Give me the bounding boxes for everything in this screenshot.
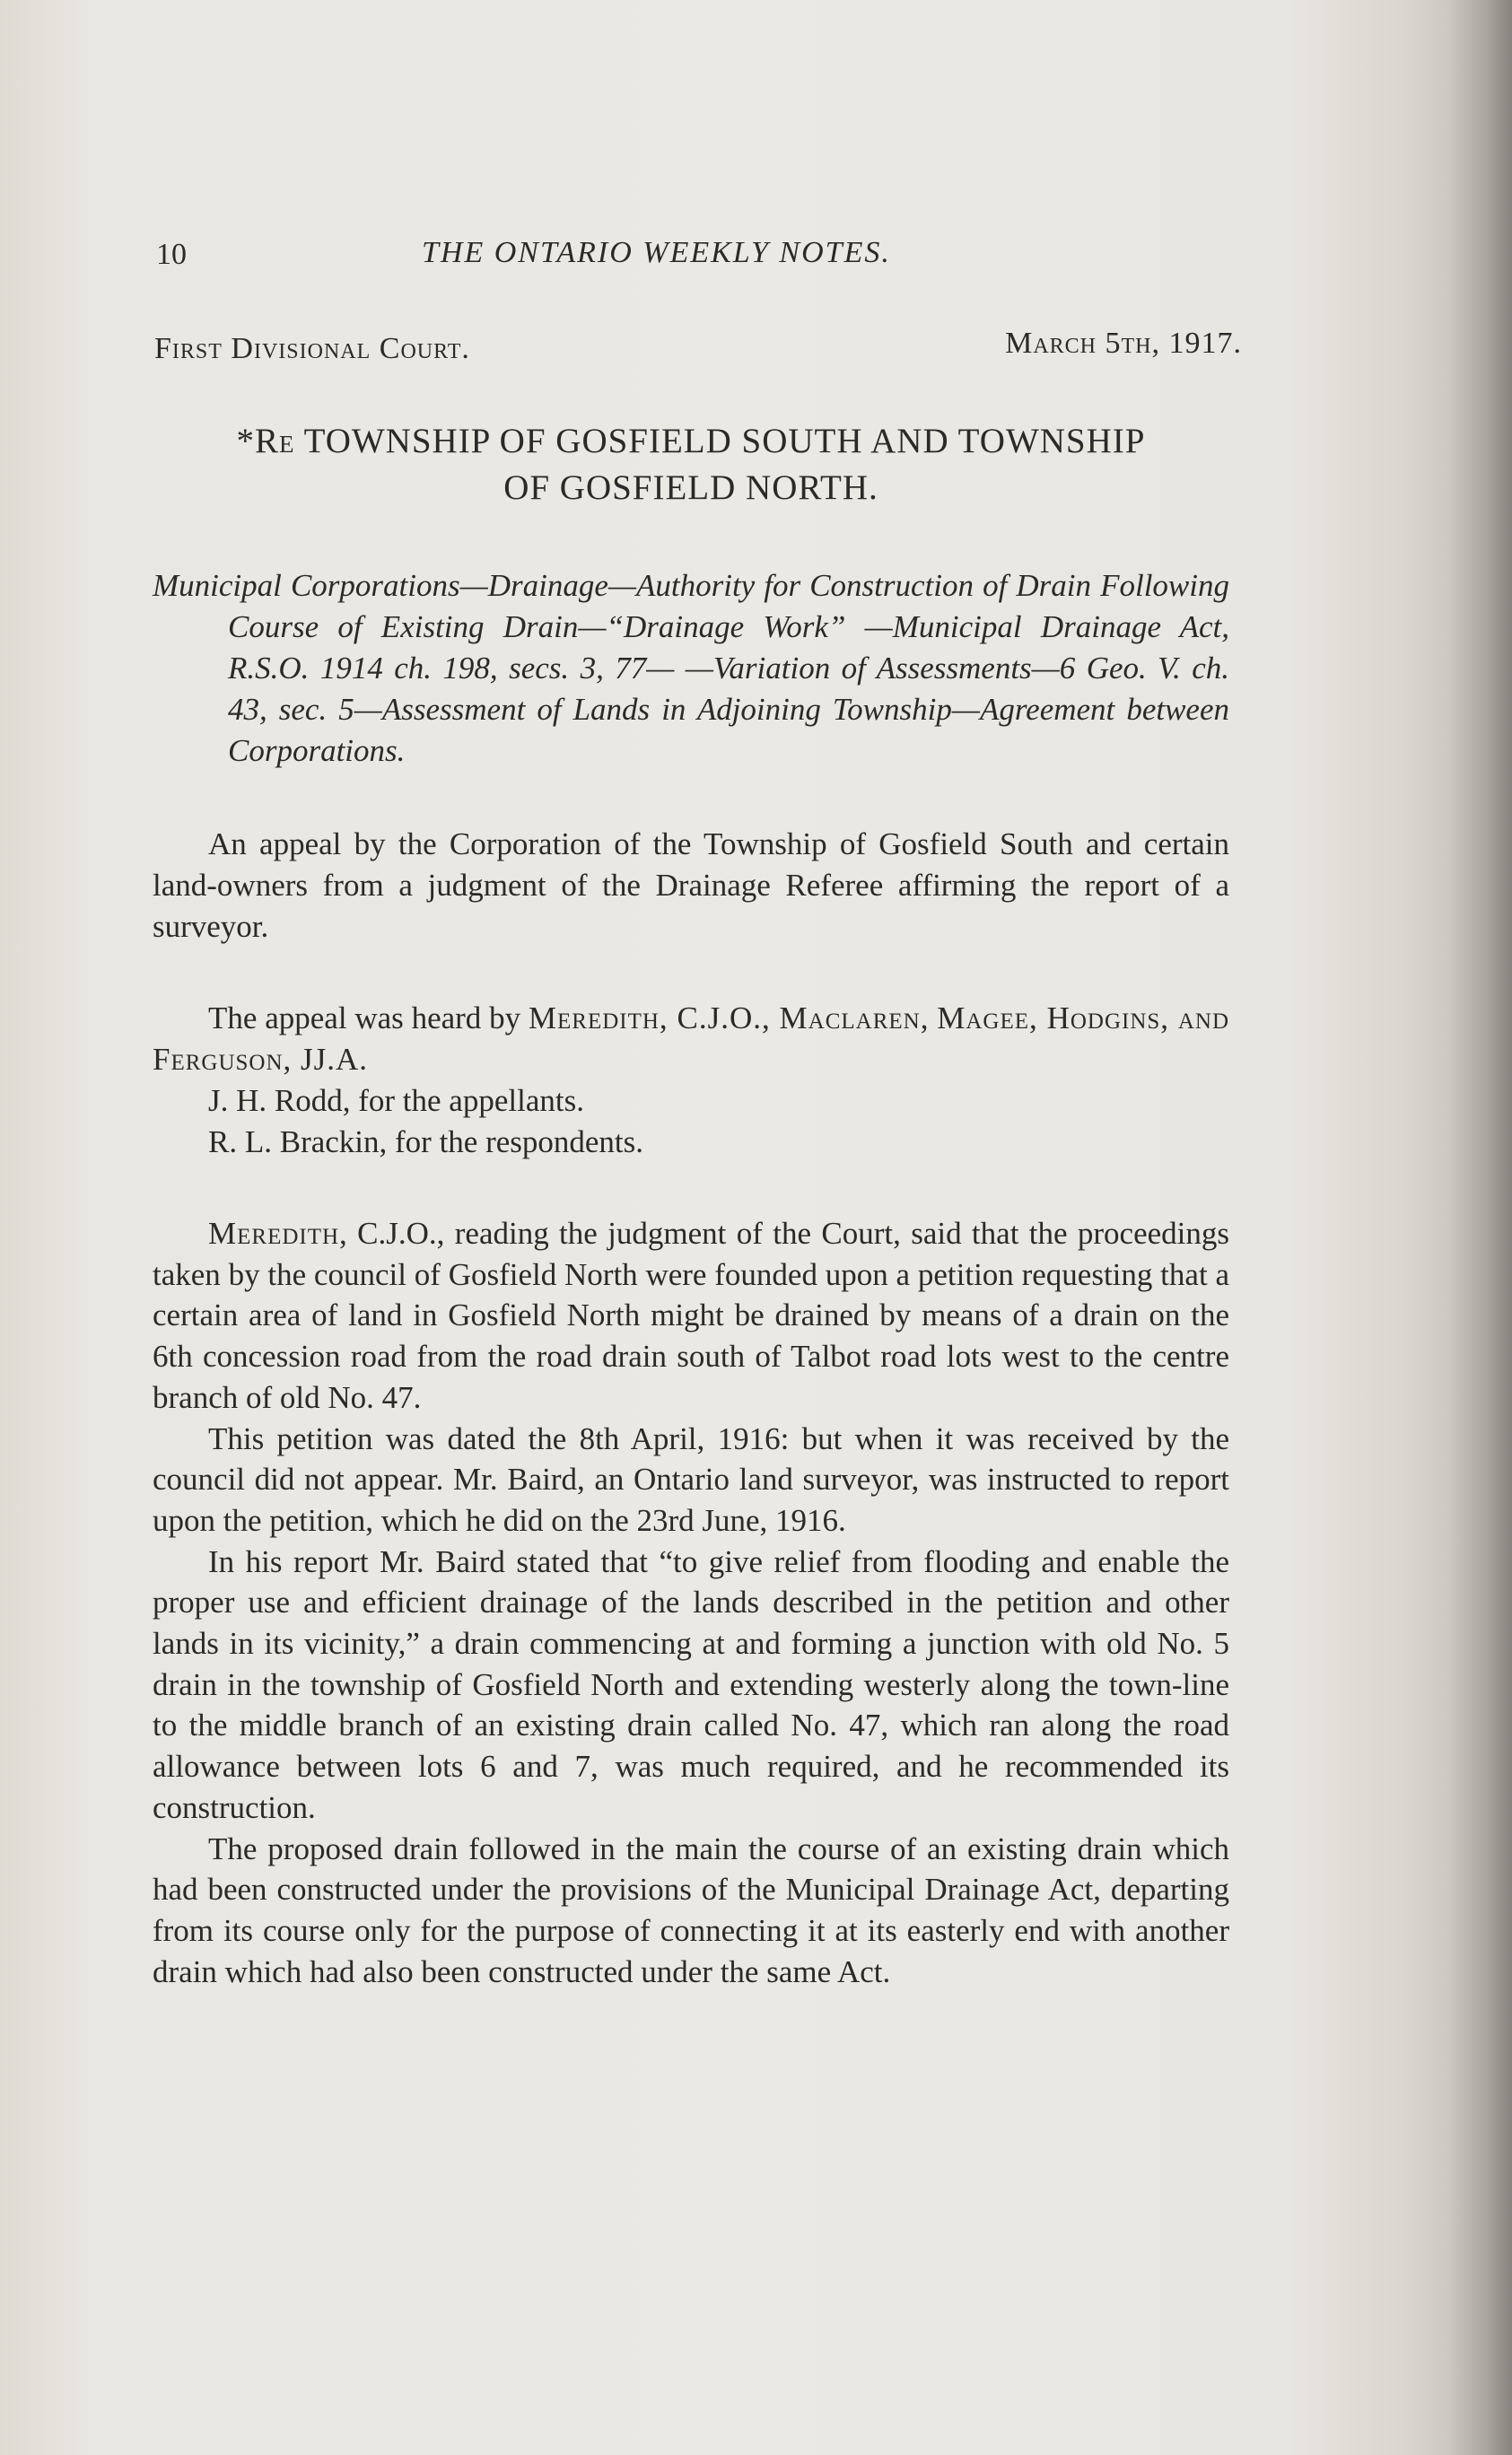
page-number: 10 [156,238,187,271]
judgment-paragraph-2: This petition was dated the 8th April, 1916: but when it was received by the council did not appear. Mr. Baird, an Ontario land surveyor, was instructed to report upon the petition, which he did on the 23rd June, 1916. [153,1420,1229,1538]
case-title-line-2: OF GOSFIELD NORTH. [503,468,878,507]
headnote: Municipal Corporations—Drainage—Authority for Construction of Drain Following Course of Existing Drain—“Drainage Work” —Municipal Drainage Act, R.S.O. 1914 ch. 198, secs. 3, 77— —Variation of Assessments—6 Geo. V. ch. 43, sec. 5—Assessment of Lands in Adjoining Township—Agreement between Corporations. [153,568,1229,768]
judgment-paragraph-3: In his report Mr. Baird stated that “to give relief from flooding and enable the proper use and efficient drainage of the lands described in the petition and other lands in its vicinity,” a drain commencing at and forming a junction with old No. 5 drain in the township of Gosfield North and extending westerly along the town-line to the middle branch of an existing drain called No. 47, which ran along the road allowance between lots 6 and 7, was much required, and he recommended its construction. [153,1543,1229,1825]
case-title [153,418,1229,511]
case-title-prefix: *Re [236,422,295,460]
counsel-respondents: R. L. Brackin, for the respondents. [208,1124,644,1159]
case-title-line-1-text: TOWNSHIP OF GOSFIELD SOUTH AND TOWNSHIP [303,422,1146,460]
running-title: THE ONTARIO WEEKLY NOTES. [422,236,891,269]
page-content [153,229,1242,1992]
page-header [153,229,1229,283]
judgment-paragraph-1 [153,1213,1229,1419]
judgment-body [153,1213,1229,1992]
hearing-paragraph [153,998,1229,1080]
case-title-line-1 [153,418,1229,465]
court-line [153,327,1242,384]
judges-line-2: Magee, Hodgins, and Ferguson, JJ.A. [153,1000,1229,1077]
judges-line-1: Meredith, C.J.O., Maclaren, [528,1000,930,1035]
judge-speaker: Meredith [208,1216,340,1251]
court-name: First Divisional Court. [154,332,470,365]
book-spine-shadow [1449,0,1512,2455]
decision-date: March 5th, 1917. [1005,327,1242,360]
judgment-paragraph-4: The proposed drain followed in the main the course of an existing drain which had been constructed under the provisions of the Municipal Drainage Act, departing from its course only for the purpose of connecting it at its easterly end with another drain which had also been constructed under the same Act. [153,1830,1229,1989]
counsel-appellants: J. H. Rodd, for the appellants. [208,1083,584,1118]
appeal-statement: An appeal by the Corporation of the Township of Gosfield South and certain land-owners from a judgment of the Drainage Referee affirming the report of a surveyor. [153,826,1229,944]
judgment-paragraph-1-text: , C.J.O., reading the judgment of the Court, said that the proceedings taken by the council of Gosfield North were founded upon a petition requesting that a certain area of land in Gosfield North might be drained by means of a drain on the 6th concession road from the road drain south of Talbot road lots west to the centre branch of old No. 47. [153,1216,1229,1415]
hearing-intro: The appeal was heard by [208,1000,521,1035]
